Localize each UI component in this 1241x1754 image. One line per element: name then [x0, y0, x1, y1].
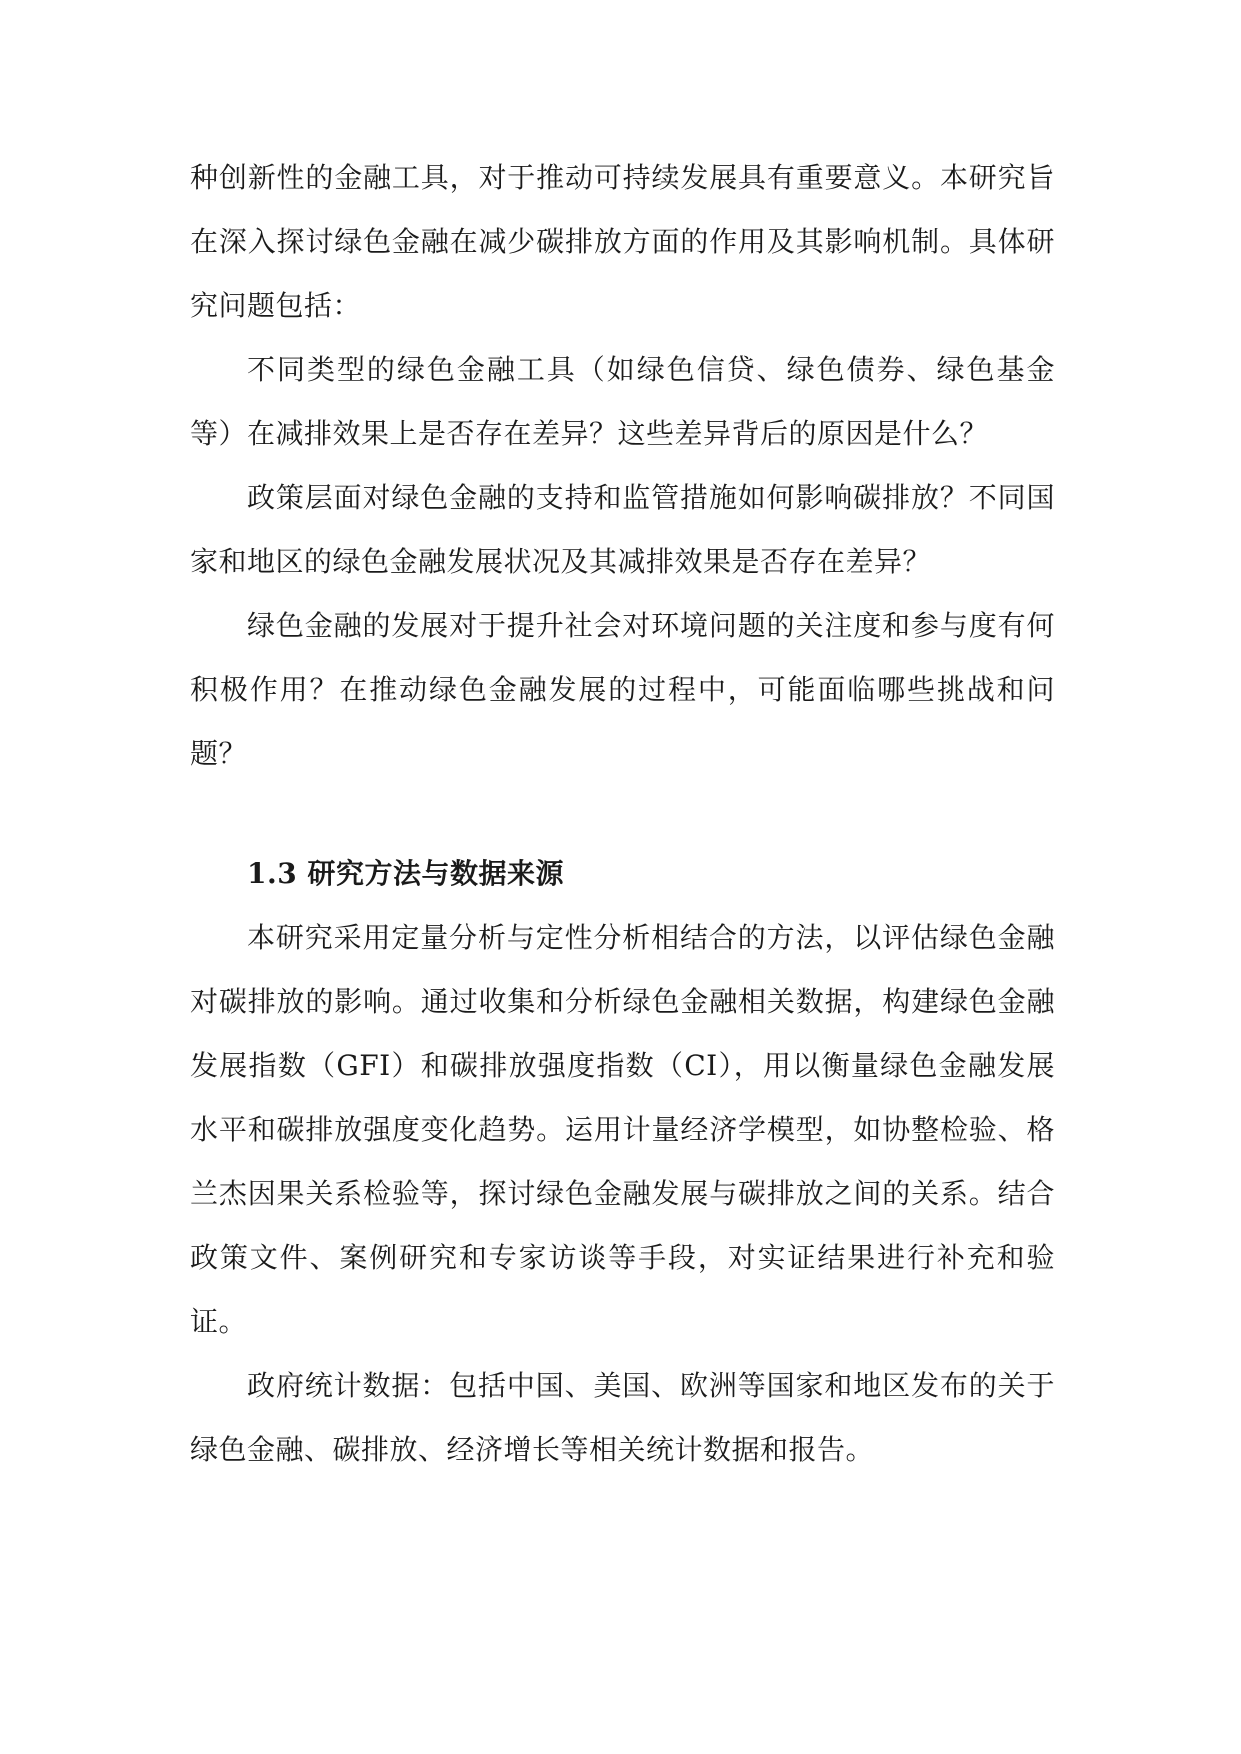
document-body — [190, 146, 1055, 1482]
paragraph-question-1: 不同类型的绿色金融工具（如绿色信贷、绿色债券、绿色基金等）在减排效果上是否存在差异？这些差异背后的原因是什么？ — [190, 353, 1055, 450]
paragraph-continuation: 种创新性的金融工具，对于推动可持续发展具有重要意义。本研究旨在深入探讨绿色金融在减少碳排放方面的作用及其影响机制。具体研究问题包括： — [190, 161, 1055, 322]
paragraph-data-sources: 政府统计数据：包括中国、美国、欧洲等国家和地区发布的关于绿色金融、碳排放、经济增长等相关统计数据和报告。 — [190, 1369, 1055, 1466]
paragraph-question-3: 绿色金融的发展对于提升社会对环境问题的关注度和参与度有何积极作用？在推动绿色金融发展的过程中，可能面临哪些挑战和问题？ — [190, 609, 1055, 770]
paragraph-question-2: 政策层面对绿色金融的支持和监管措施如何影响碳排放？不同国家和地区的绿色金融发展状况及其减排效果是否存在差异？ — [190, 481, 1055, 578]
section-heading: 1.3 研究方法与数据来源 — [247, 857, 564, 890]
paragraph-methods: 本研究采用定量分析与定性分析相结合的方法，以评估绿色金融对碳排放的影响。通过收集和分析绿色金融相关数据，构建绿色金融发展指数（GFI）和碳排放强度指数（CI），用以衡量绿色金融发展水平和碳排放强度变化趋势。运用计量经济学模型，如协整检验、格兰杰因果关系检验等，探讨绿色金融发展与碳排放之间的关系。结合政策文件、案例研究和专家访谈等手段，对实证结果进行补充和验证。 — [190, 921, 1055, 1338]
